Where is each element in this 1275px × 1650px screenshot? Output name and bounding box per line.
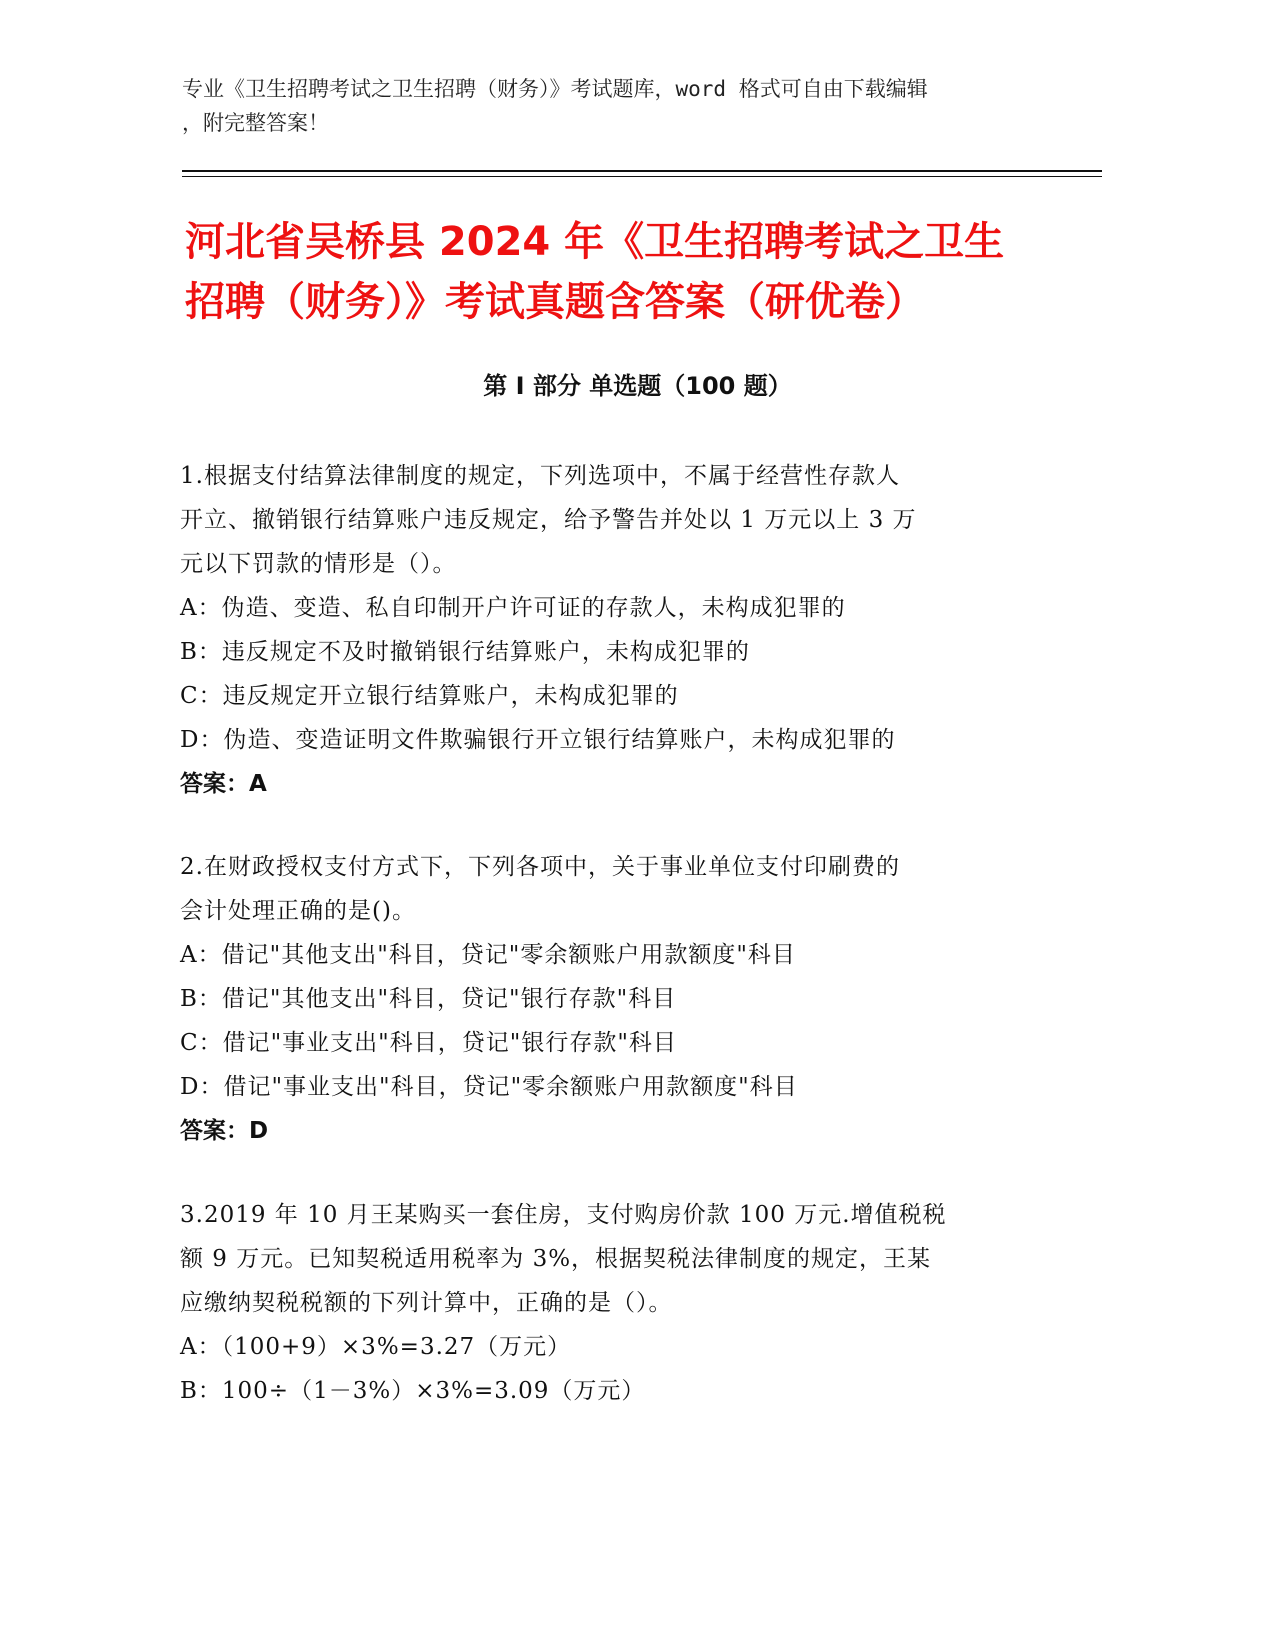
option-a: A：伪造、变造、私自印制开户许可证的存款人，未构成犯罪的 — [180, 595, 846, 621]
answer-label: 答案：D — [180, 1118, 269, 1144]
question-stem: 2.在财政授权支付方式下，下列各项中，关于事业单位支付印刷费的 — [180, 854, 900, 880]
question-item — [180, 454, 1060, 806]
question-stem: 开立、撤销银行结算账户违反规定，给予警告并处以 1 万元以上 3 万 — [180, 507, 917, 533]
document-title — [185, 212, 1085, 332]
option-b: B：借记"其他支出"科目，贷记"银行存款"科目 — [180, 986, 677, 1012]
option-b: B：违反规定不及时撤销银行结算账户，未构成犯罪的 — [180, 639, 750, 665]
question-stem: 3.2019 年 10 月王某购买一套住房，支付购房价款 100 万元.增值税税 — [180, 1202, 947, 1228]
question-stem: 额 9 万元。已知契税适用税率为 3%，根据契税法律制度的规定，王某 — [180, 1246, 932, 1272]
question-stem: 会计处理正确的是()。 — [180, 898, 416, 924]
option-a: A：借记"其他支出"科目，贷记"零余额账户用款额度"科目 — [180, 942, 796, 968]
document-title-line: 河北省吴桥县 2024 年《卫生招聘考试之卫生 — [185, 219, 1005, 265]
question-stem: 1.根据支付结算法律制度的规定，下列选项中，不属于经营性存款人 — [180, 463, 900, 489]
question-item — [180, 845, 1060, 1153]
option-d: D：借记"事业支出"科目，贷记"零余额账户用款额度"科目 — [180, 1074, 798, 1100]
option-c: C：违反规定开立银行结算账户，未构成犯罪的 — [180, 683, 679, 709]
answer-label: 答案：A — [180, 771, 267, 797]
option-b: B：100÷（1－3%）×3%=3.09（万元） — [180, 1378, 646, 1404]
option-a: A：（100+9）×3%=3.27（万元） — [180, 1334, 572, 1360]
header-note — [182, 72, 1082, 140]
option-c: C：借记"事业支出"科目，贷记"银行存款"科目 — [180, 1030, 677, 1056]
option-d: D：伪造、变造证明文件欺骗银行开立银行结算账户，未构成犯罪的 — [180, 727, 896, 753]
question-stem: 元以下罚款的情形是（）。 — [180, 551, 457, 577]
header-divider-thin — [182, 176, 1102, 177]
header-note-line: 专业《卫生招聘考试之卫生招聘（财务）》考试题库，word 格式可自由下载编辑 — [182, 77, 928, 101]
section-title: 第 I 部分 单选题（100 题） — [483, 372, 792, 400]
question-stem: 应缴纳契税税额的下列计算中，正确的是（）。 — [180, 1290, 673, 1316]
question-item — [180, 1193, 1060, 1413]
document-title-line: 招聘（财务）》考试真题含答案（研优卷） — [185, 279, 925, 325]
header-divider — [182, 170, 1102, 172]
header-note-line: ，附完整答案！ — [182, 111, 329, 135]
